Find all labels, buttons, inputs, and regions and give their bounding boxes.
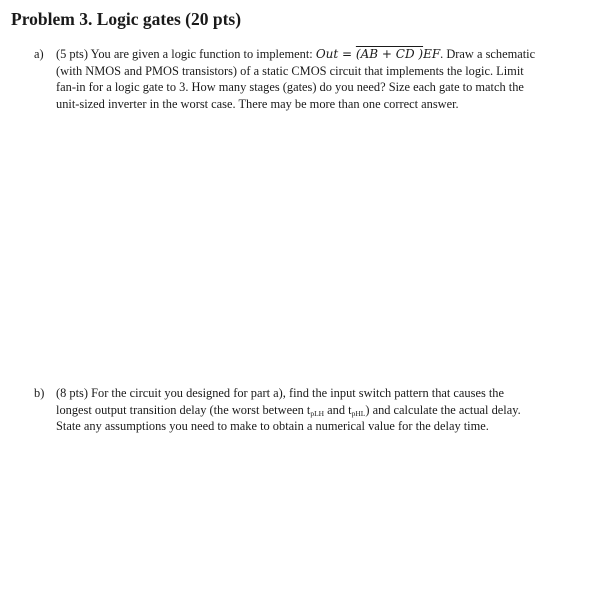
logic-formula	[316, 47, 440, 61]
formula-overlined-term: (AB + CD )	[355, 47, 424, 61]
part-a-line-3: fan-in for a logic gate to 3. How many stages (gates) do you need? Size each gate to match the	[56, 80, 524, 95]
part-b-line-2	[56, 402, 564, 419]
part-a-line-2: (with NMOS and PMOS transistors) of a static CMOS circuit that implements the logic. Limit	[56, 63, 524, 78]
formula-equals: =	[338, 47, 356, 61]
formula-tail: EF	[423, 47, 441, 61]
part-a-line-4: unit-sized inverter in the worst case. There may be more than one correct answer.	[56, 96, 459, 111]
part-b-label: b)	[34, 386, 45, 400]
part-b-line-3: State any assumptions you need to make to obtain a numerical value for the delay time.	[56, 419, 489, 434]
part-a-line-1	[56, 46, 564, 63]
part-b-line-2-start: longest output transition delay (the worst between t	[56, 402, 311, 417]
problem-title: Problem 3. Logic gates (20 pts)	[11, 9, 242, 29]
part-a-line-1-end: . Draw a schematic	[440, 47, 536, 61]
part-b-body	[56, 385, 564, 435]
part-b-line-1: (8 pts) For the circuit you designed for part a), find the input switch pattern that causes the	[56, 386, 505, 400]
part-b-line-2-and: and t	[324, 402, 352, 417]
part-a-body	[56, 46, 564, 112]
part-b-line-2-end: ) and calculate the actual delay.	[365, 402, 521, 417]
question-part-a	[34, 46, 564, 112]
part-a-label: a)	[34, 47, 44, 61]
question-part-b	[34, 385, 564, 435]
tphl-subscript: pHL	[351, 408, 366, 418]
tplh-subscript: pLH	[310, 408, 325, 418]
formula-lhs: Out	[315, 47, 339, 61]
part-a-intro: (5 pts) You are given a logic function to implement:	[56, 47, 316, 61]
